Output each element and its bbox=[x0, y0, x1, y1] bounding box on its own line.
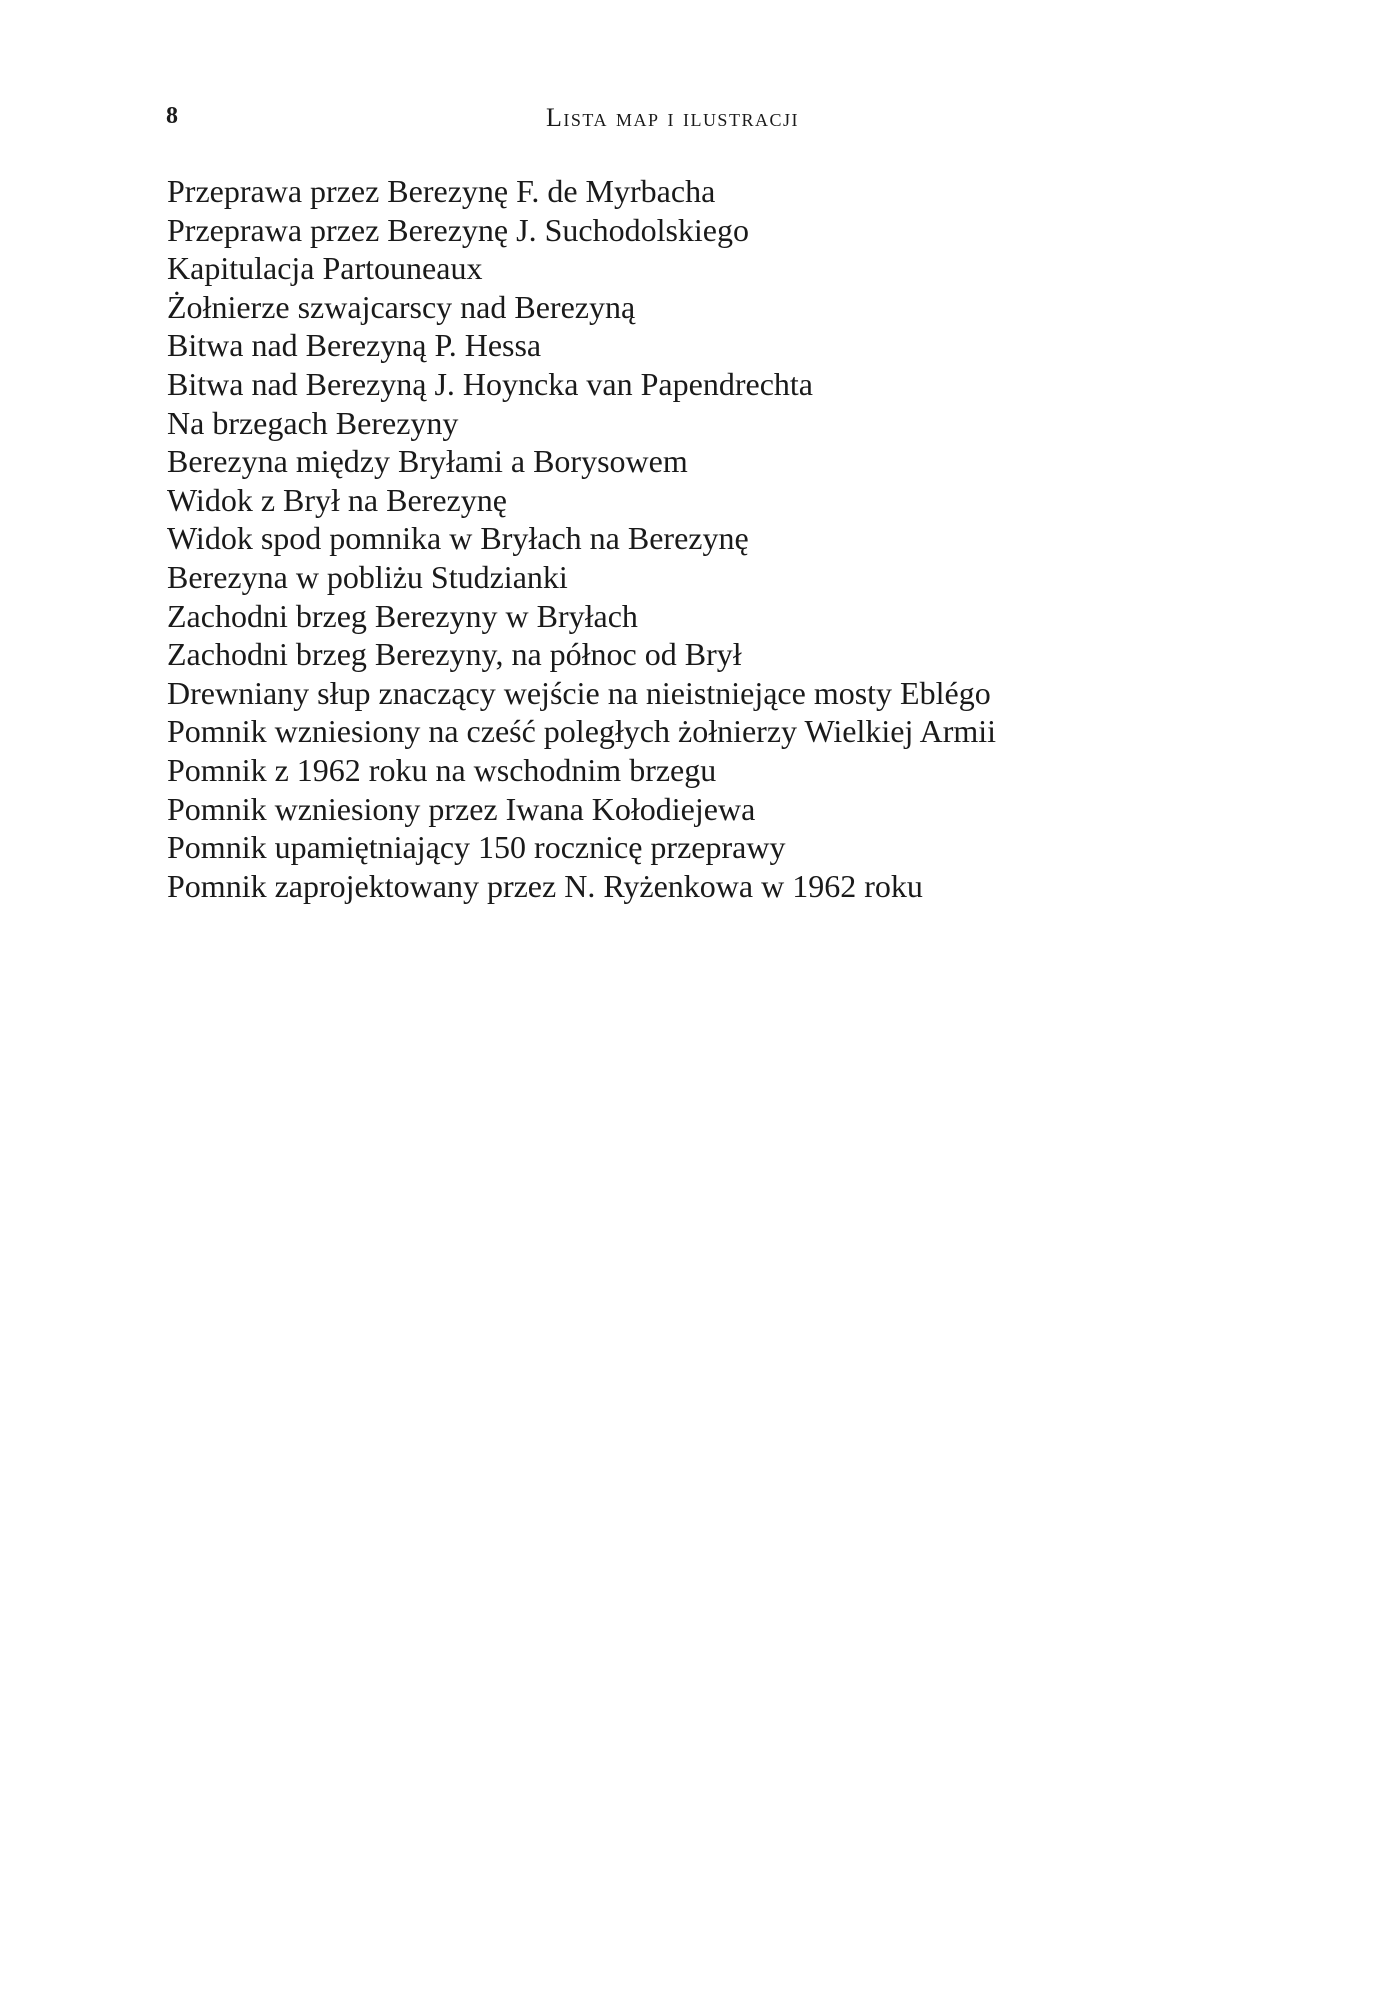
running-head: Lista map i ilustracji bbox=[546, 103, 799, 132]
list-item: Drewniany słup znaczący wejście na nieistniejące mosty Eblégo bbox=[167, 674, 991, 711]
page-number: 8 bbox=[166, 103, 178, 129]
list-item: Berezyna w pobliżu Studzianki bbox=[167, 558, 568, 595]
list-item: Pomnik upamiętniający 150 rocznicę przeprawy bbox=[167, 829, 786, 866]
illustration-list bbox=[167, 172, 1267, 905]
list-item: Kapitulacja Partouneaux bbox=[167, 250, 483, 287]
list-item: Pomnik z 1962 roku na wschodnim brzegu bbox=[167, 751, 717, 788]
list-item: Pomnik zaprojektowany przez N. Ryżenkowa w 1962 roku bbox=[167, 867, 923, 904]
list-item: Zachodni brzeg Berezyny w Bryłach bbox=[167, 597, 638, 634]
list-item: Widok z Brył na Berezynę bbox=[167, 481, 507, 518]
list-item: Na brzegach Berezyny bbox=[167, 404, 459, 441]
list-item: Widok spod pomnika w Bryłach na Berezynę bbox=[167, 520, 749, 557]
list-item: Pomnik wzniesiony na cześć poległych żołnierzy Wielkiej Armii bbox=[167, 713, 997, 750]
list-item: Bitwa nad Berezyną P. Hessa bbox=[167, 327, 542, 364]
list-item: Berezyna między Bryłami a Borysowem bbox=[167, 443, 688, 480]
list-item: Żołnierze szwajcarscy nad Berezyną bbox=[167, 288, 636, 325]
list-item: Zachodni brzeg Berezyny, na północ od Brył bbox=[167, 636, 742, 673]
list-item: Pomnik wzniesiony przez Iwana Kołodiejewa bbox=[167, 790, 756, 827]
list-item: Przeprawa przez Berezynę F. de Myrbacha bbox=[167, 173, 716, 209]
list-item: Bitwa nad Berezyną J. Hoyncka van Papendrechta bbox=[167, 365, 813, 402]
list-item: Przeprawa przez Berezynę J. Suchodolskiego bbox=[167, 211, 749, 248]
